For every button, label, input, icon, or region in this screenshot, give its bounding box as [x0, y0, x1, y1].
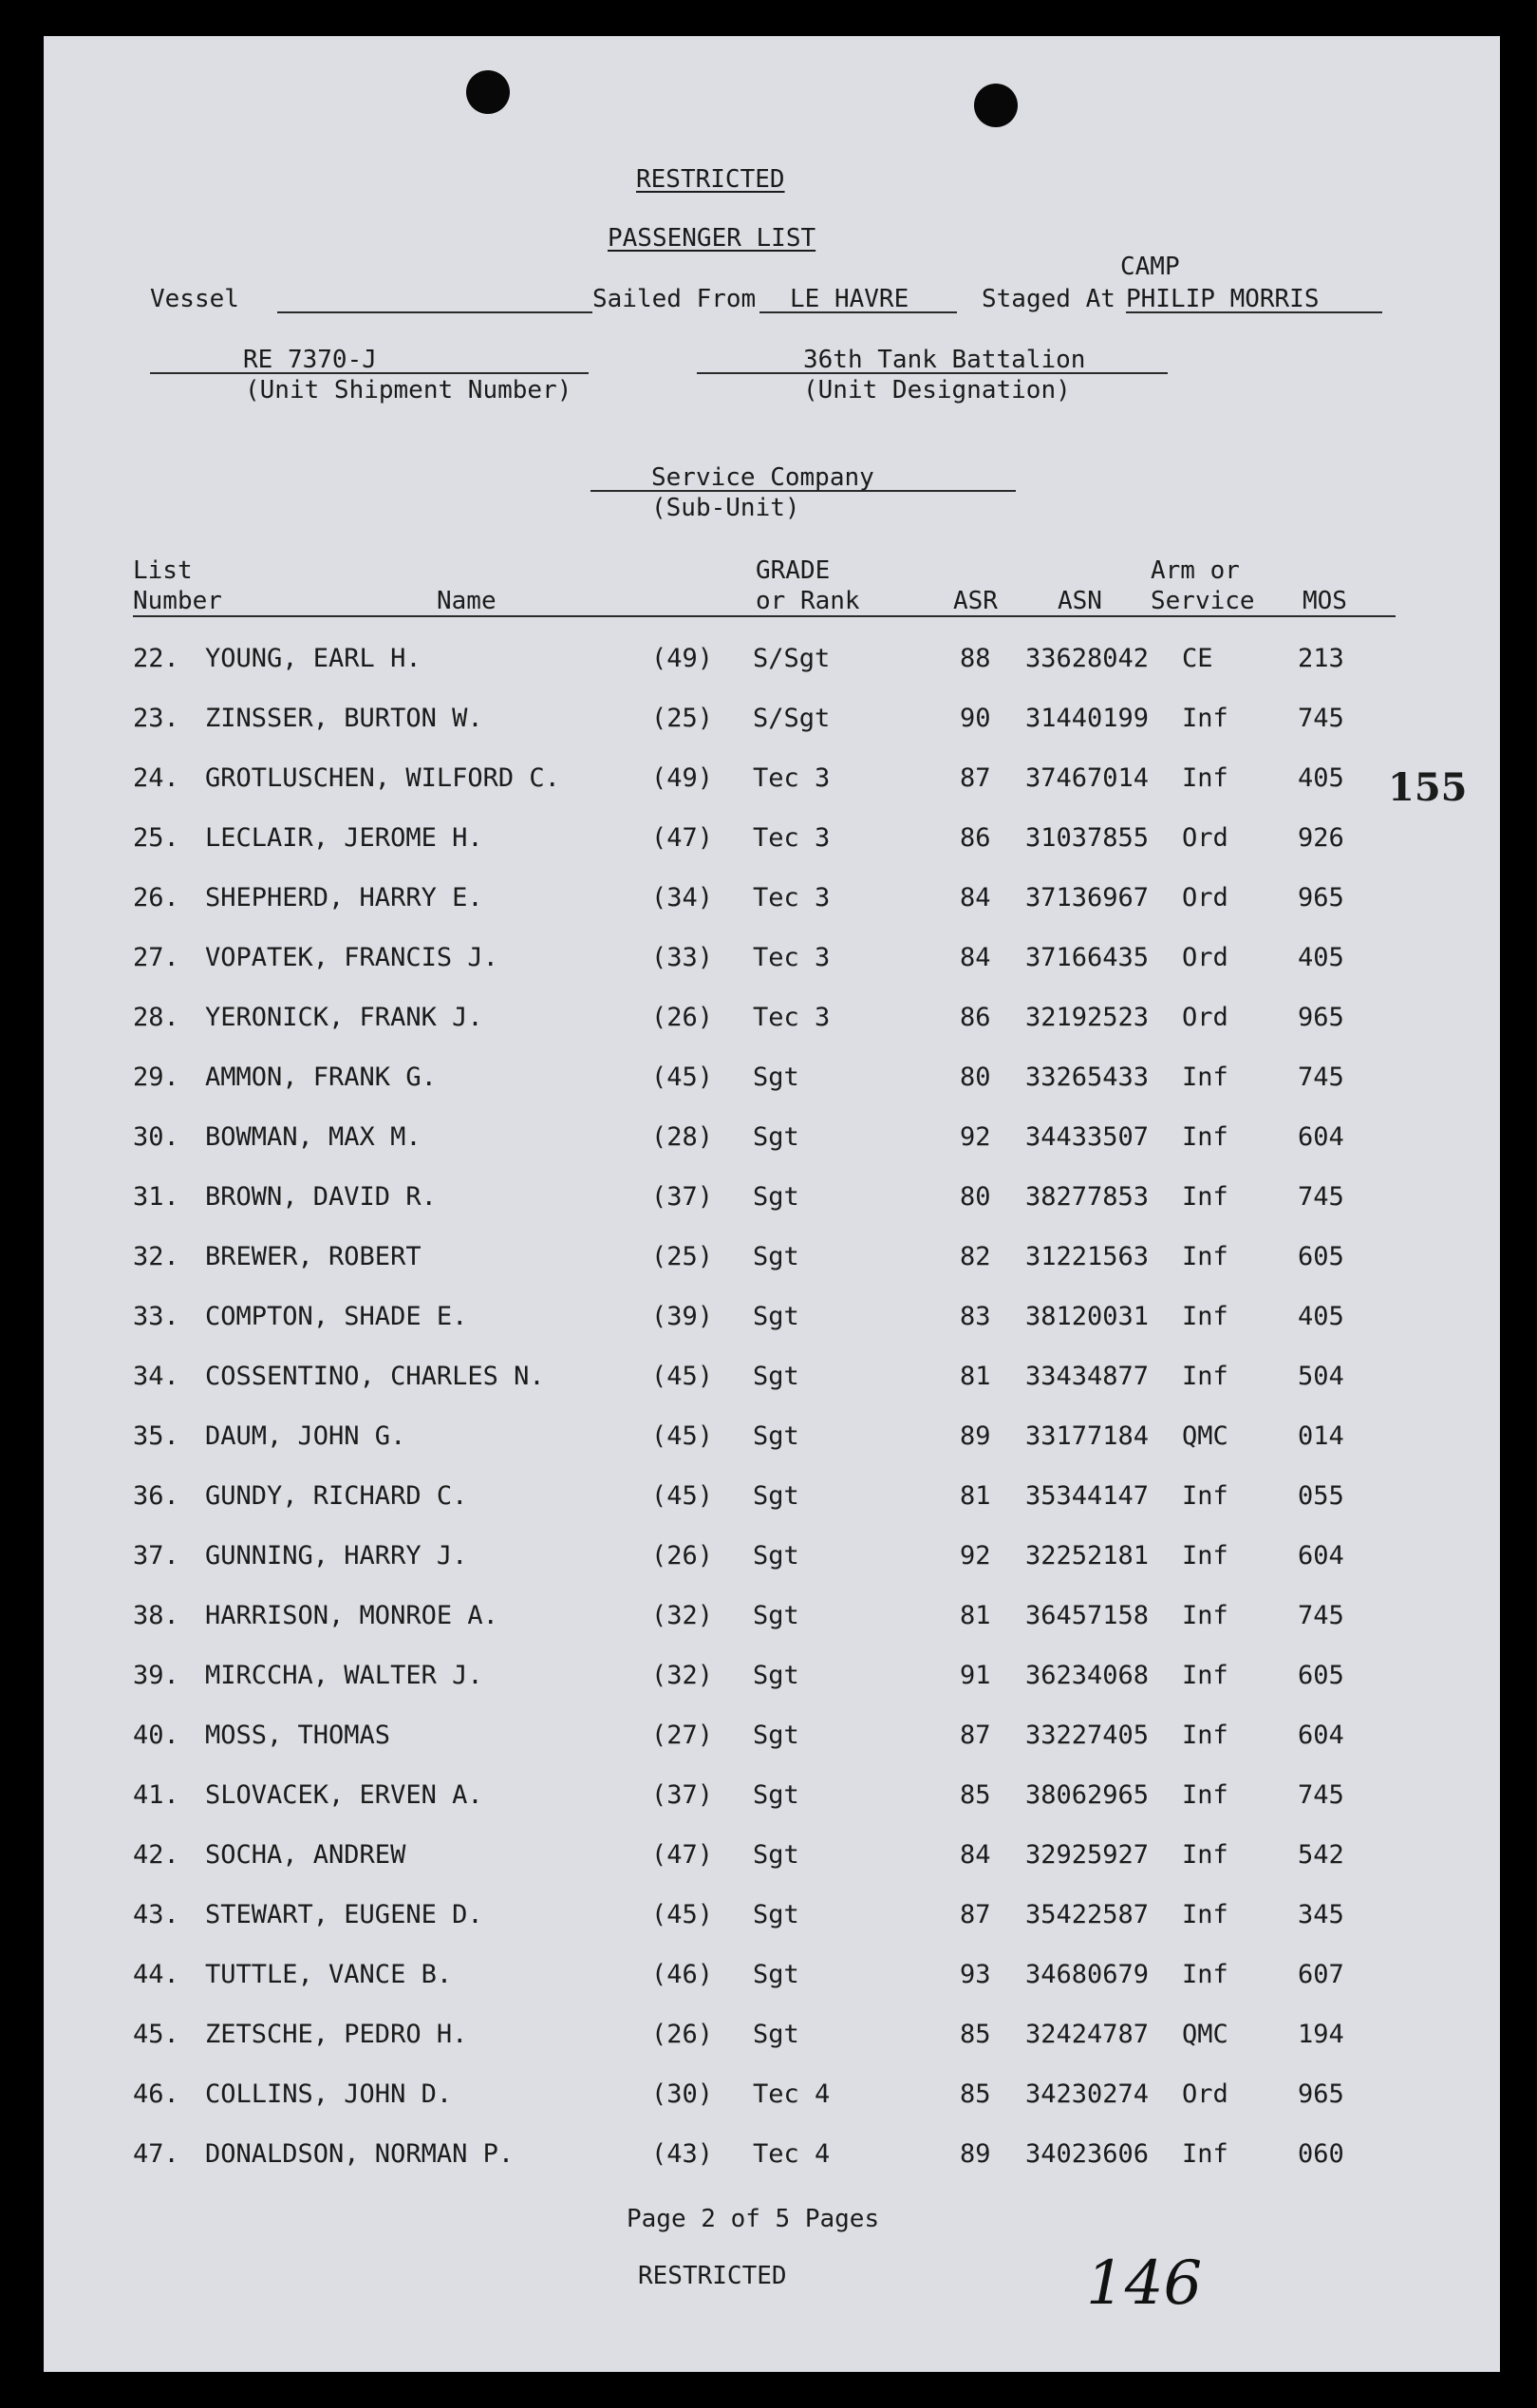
cell-name: ZETSCHE, PEDRO H. [205, 2020, 468, 2049]
subunit-value: Service Company [651, 463, 874, 492]
cell-age: (45) [651, 1421, 714, 1451]
cell-mos: 194 [1298, 2020, 1344, 2049]
cell-asn: 38120031 [1025, 1302, 1150, 1331]
cell-age: (47) [651, 823, 714, 853]
staged-value-top: CAMP [1120, 253, 1180, 281]
cell-num: 45. [133, 2020, 179, 2049]
cell-mos: 604 [1298, 1541, 1344, 1571]
col-list-number-1: List [133, 556, 193, 585]
sailed-value: LE HAVRE [790, 285, 909, 313]
cell-mos: 014 [1298, 1421, 1344, 1451]
cell-name: ZINSSER, BURTON W. [205, 704, 483, 733]
punch-hole-left [466, 70, 510, 114]
cell-mos: 745 [1298, 1063, 1344, 1092]
cell-age: (49) [651, 644, 714, 673]
table-row [44, 879, 1500, 917]
cell-arm: Inf [1182, 1661, 1228, 1690]
cell-arm: Inf [1182, 1242, 1228, 1271]
cell-mos: 745 [1298, 704, 1344, 733]
cell-asn: 34023606 [1025, 2139, 1150, 2169]
table-row [44, 1119, 1500, 1157]
cell-arm: Ord [1182, 943, 1228, 972]
table-row [44, 1777, 1500, 1815]
cell-num: 46. [133, 2079, 179, 2109]
cell-num: 31. [133, 1182, 179, 1212]
cell-mos: 965 [1298, 883, 1344, 912]
cell-num: 36. [133, 1481, 179, 1511]
table-row [44, 1477, 1500, 1515]
cell-name: GUNDY, RICHARD C. [205, 1481, 468, 1511]
table-row [44, 1418, 1500, 1456]
col-arm-2: Service [1151, 587, 1255, 615]
cell-arm: QMC [1182, 2020, 1228, 2049]
cell-arm: Inf [1182, 2139, 1228, 2169]
col-asr: ASR [953, 587, 998, 615]
cell-asn: 32424787 [1025, 2020, 1150, 2049]
cell-num: 40. [133, 1721, 179, 1750]
cell-asr: 84 [960, 943, 991, 972]
header-rule [133, 615, 1396, 617]
staged-value: PHILIP MORRIS [1126, 285, 1320, 313]
cell-asn: 32925927 [1025, 1840, 1150, 1870]
cell-mos: 965 [1298, 1003, 1344, 1032]
cell-num: 28. [133, 1003, 179, 1032]
cell-grade: Sgt [753, 1063, 799, 1092]
cell-arm: Inf [1182, 1960, 1228, 1989]
vessel-label: Vessel [150, 285, 239, 313]
cell-mos: 060 [1298, 2139, 1344, 2169]
subunit-label: (Sub-Unit) [651, 494, 800, 522]
cell-mos: 542 [1298, 1840, 1344, 1870]
document-page [44, 36, 1500, 2372]
cell-num: 26. [133, 883, 179, 912]
cell-age: (28) [651, 1122, 714, 1152]
cell-age: (32) [651, 1601, 714, 1630]
unit-designation-label: (Unit Designation) [803, 376, 1071, 404]
cell-grade: Sgt [753, 1242, 799, 1271]
cell-asn: 33227405 [1025, 1721, 1150, 1750]
cell-name: BOWMAN, MAX M. [205, 1122, 422, 1152]
cell-grade: Tec 3 [753, 943, 831, 972]
cell-age: (49) [651, 763, 714, 793]
cell-grade: Sgt [753, 1421, 799, 1451]
col-list-number-2: Number [133, 587, 222, 615]
cell-asr: 85 [960, 1780, 991, 1810]
cell-arm: Ord [1182, 823, 1228, 853]
handwritten-number: 146 [1086, 2248, 1203, 2319]
side-number: 155 [1388, 765, 1468, 810]
cell-asn: 34230274 [1025, 2079, 1150, 2109]
cell-arm: Inf [1182, 1122, 1228, 1152]
cell-age: (34) [651, 883, 714, 912]
col-grade-2: or Rank [756, 587, 860, 615]
cell-age: (37) [651, 1780, 714, 1810]
cell-asr: 81 [960, 1481, 991, 1511]
cell-asr: 86 [960, 1003, 991, 1032]
cell-grade: Sgt [753, 1182, 799, 1212]
table-row [44, 999, 1500, 1037]
cell-arm: CE [1182, 644, 1213, 673]
cell-mos: 607 [1298, 1960, 1344, 1989]
cell-asr: 89 [960, 1421, 991, 1451]
cell-arm: Inf [1182, 1601, 1228, 1630]
cell-mos: 504 [1298, 1362, 1344, 1391]
cell-arm: Ord [1182, 2079, 1228, 2109]
cell-name: COMPTON, SHADE E. [205, 1302, 468, 1331]
cell-mos: 405 [1298, 763, 1344, 793]
cell-asr: 82 [960, 1242, 991, 1271]
table-row [44, 1238, 1500, 1276]
cell-asr: 87 [960, 763, 991, 793]
cell-asn: 33434877 [1025, 1362, 1150, 1391]
cell-grade: Sgt [753, 1661, 799, 1690]
cell-name: DONALDSON, NORMAN P. [205, 2139, 515, 2169]
cell-num: 27. [133, 943, 179, 972]
cell-name: STEWART, EUGENE D. [205, 1900, 483, 1929]
cell-grade: S/Sgt [753, 704, 831, 733]
restricted-top: RESTRICTED [636, 165, 785, 194]
cell-mos: 965 [1298, 2079, 1344, 2109]
cell-age: (37) [651, 1182, 714, 1212]
cell-grade: Sgt [753, 1362, 799, 1391]
cell-arm: Inf [1182, 704, 1228, 733]
cell-arm: Ord [1182, 1003, 1228, 1032]
table-row [44, 939, 1500, 977]
cell-num: 29. [133, 1063, 179, 1092]
cell-num: 24. [133, 763, 179, 793]
table-row [44, 2076, 1500, 2114]
cell-arm: Inf [1182, 1840, 1228, 1870]
cell-grade: Sgt [753, 1780, 799, 1810]
cell-asr: 85 [960, 2020, 991, 2049]
cell-age: (27) [651, 1721, 714, 1750]
cell-asr: 80 [960, 1182, 991, 1212]
cell-age: (39) [651, 1302, 714, 1331]
col-asn: ASN [1058, 587, 1102, 615]
cell-asn: 33177184 [1025, 1421, 1150, 1451]
cell-num: 43. [133, 1900, 179, 1929]
cell-num: 23. [133, 704, 179, 733]
cell-num: 25. [133, 823, 179, 853]
cell-mos: 405 [1298, 943, 1344, 972]
cell-name: YERONICK, FRANK J. [205, 1003, 483, 1032]
unit-shipment-value: RE 7370-J [243, 346, 377, 374]
cell-name: COSSENTINO, CHARLES N. [205, 1362, 545, 1391]
unit-designation-value: 36th Tank Battalion [803, 346, 1086, 374]
cell-num: 39. [133, 1661, 179, 1690]
cell-name: COLLINS, JOHN D. [205, 2079, 453, 2109]
cell-name: LECLAIR, JEROME H. [205, 823, 483, 853]
cell-asn: 37467014 [1025, 763, 1150, 793]
cell-grade: Sgt [753, 1302, 799, 1331]
cell-asr: 92 [960, 1122, 991, 1152]
cell-grade: Tec 3 [753, 763, 831, 793]
cell-name: SLOVACEK, ERVEN A. [205, 1780, 483, 1810]
cell-arm: Inf [1182, 1362, 1228, 1391]
cell-grade: Tec 3 [753, 823, 831, 853]
cell-arm: Inf [1182, 1302, 1228, 1331]
cell-asn: 38062965 [1025, 1780, 1150, 1810]
cell-arm: Inf [1182, 1182, 1228, 1212]
cell-asn: 38277853 [1025, 1182, 1150, 1212]
cell-grade: Sgt [753, 2020, 799, 2049]
cell-grade: Sgt [753, 1960, 799, 1989]
cell-asn: 31221563 [1025, 1242, 1150, 1271]
cell-num: 37. [133, 1541, 179, 1571]
cell-arm: Inf [1182, 1481, 1228, 1511]
cell-name: HARRISON, MONROE A. [205, 1601, 498, 1630]
cell-grade: Sgt [753, 1481, 799, 1511]
cell-age: (26) [651, 1541, 714, 1571]
col-name: Name [437, 587, 497, 615]
cell-arm: Inf [1182, 1900, 1228, 1929]
cell-mos: 604 [1298, 1122, 1344, 1152]
table-row [44, 1717, 1500, 1755]
table-row [44, 2135, 1500, 2173]
cell-num: 35. [133, 1421, 179, 1451]
cell-asn: 37166435 [1025, 943, 1150, 972]
cell-grade: Sgt [753, 1840, 799, 1870]
cell-name: SHEPHERD, HARRY E. [205, 883, 483, 912]
cell-arm: Inf [1182, 1063, 1228, 1092]
table-row [44, 1956, 1500, 1994]
cell-mos: 405 [1298, 1302, 1344, 1331]
cell-mos: 604 [1298, 1721, 1344, 1750]
sailed-label: Sailed From [592, 285, 757, 313]
table-row [44, 640, 1500, 678]
vessel-line [277, 311, 592, 313]
cell-arm: Inf [1182, 1780, 1228, 1810]
unit-shipment-label: (Unit Shipment Number) [245, 376, 572, 404]
cell-age: (45) [651, 1481, 714, 1511]
cell-asr: 81 [960, 1362, 991, 1391]
cell-mos: 745 [1298, 1601, 1344, 1630]
cell-age: (26) [651, 1003, 714, 1032]
cell-asn: 35344147 [1025, 1481, 1150, 1511]
cell-asr: 81 [960, 1601, 991, 1630]
cell-name: DAUM, JOHN G. [205, 1421, 406, 1451]
cell-asn: 32192523 [1025, 1003, 1150, 1032]
cell-asr: 85 [960, 2079, 991, 2109]
cell-asn: 37136967 [1025, 883, 1150, 912]
cell-asr: 90 [960, 704, 991, 733]
table-row [44, 1358, 1500, 1396]
cell-asn: 34680679 [1025, 1960, 1150, 1989]
cell-name: GUNNING, HARRY J. [205, 1541, 468, 1571]
table-row [44, 700, 1500, 738]
table-row [44, 1537, 1500, 1575]
cell-asr: 83 [960, 1302, 991, 1331]
cell-asr: 84 [960, 883, 991, 912]
table-row [44, 1657, 1500, 1695]
staged-label: Staged At [982, 285, 1115, 313]
cell-age: (26) [651, 2020, 714, 2049]
cell-asr: 88 [960, 644, 991, 673]
cell-asn: 34433507 [1025, 1122, 1150, 1152]
table-row [44, 1836, 1500, 1874]
punch-hole-right [974, 84, 1018, 127]
cell-asr: 93 [960, 1960, 991, 1989]
cell-mos: 926 [1298, 823, 1344, 853]
cell-asn: 31440199 [1025, 704, 1150, 733]
cell-age: (46) [651, 1960, 714, 1989]
cell-asr: 86 [960, 823, 991, 853]
cell-num: 38. [133, 1601, 179, 1630]
cell-mos: 605 [1298, 1242, 1344, 1271]
cell-age: (43) [651, 2139, 714, 2169]
col-mos: MOS [1303, 587, 1347, 615]
cell-name: BREWER, ROBERT [205, 1242, 422, 1271]
table-row [44, 1896, 1500, 1934]
list-title: PASSENGER LIST [608, 224, 816, 253]
cell-mos: 345 [1298, 1900, 1344, 1929]
table-row [44, 2016, 1500, 2054]
cell-grade: Sgt [753, 1541, 799, 1571]
cell-asn: 32252181 [1025, 1541, 1150, 1571]
cell-mos: 745 [1298, 1780, 1344, 1810]
cell-num: 42. [133, 1840, 179, 1870]
cell-name: GROTLUSCHEN, WILFORD C. [205, 763, 560, 793]
cell-grade: Sgt [753, 1721, 799, 1750]
cell-grade: Tec 4 [753, 2079, 831, 2109]
cell-grade: Tec 4 [753, 2139, 831, 2169]
table-row [44, 1298, 1500, 1336]
restricted-bottom: RESTRICTED [638, 2262, 787, 2290]
cell-num: 33. [133, 1302, 179, 1331]
cell-num: 34. [133, 1362, 179, 1391]
cell-name: YOUNG, EARL H. [205, 644, 422, 673]
cell-num: 41. [133, 1780, 179, 1810]
cell-asr: 89 [960, 2139, 991, 2169]
cell-arm: Inf [1182, 763, 1228, 793]
cell-num: 22. [133, 644, 179, 673]
cell-arm: Inf [1182, 1541, 1228, 1571]
cell-asn: 33628042 [1025, 644, 1150, 673]
cell-grade: Sgt [753, 1122, 799, 1152]
cell-asn: 36457158 [1025, 1601, 1150, 1630]
cell-age: (47) [651, 1840, 714, 1870]
cell-age: (25) [651, 704, 714, 733]
cell-name: VOPATEK, FRANCIS J. [205, 943, 498, 972]
cell-grade: S/Sgt [753, 644, 831, 673]
cell-num: 44. [133, 1960, 179, 1989]
cell-asn: 33265433 [1025, 1063, 1150, 1092]
cell-grade: Sgt [753, 1900, 799, 1929]
cell-grade: Tec 3 [753, 1003, 831, 1032]
cell-age: (45) [651, 1900, 714, 1929]
cell-name: AMMON, FRANK G. [205, 1063, 437, 1092]
cell-name: SOCHA, ANDREW [205, 1840, 406, 1870]
cell-asr: 84 [960, 1840, 991, 1870]
cell-arm: QMC [1182, 1421, 1228, 1451]
cell-arm: Inf [1182, 1721, 1228, 1750]
table-row [44, 1597, 1500, 1635]
cell-age: (45) [651, 1063, 714, 1092]
cell-grade: Sgt [753, 1601, 799, 1630]
cell-asn: 36234068 [1025, 1661, 1150, 1690]
cell-name: MOSS, THOMAS [205, 1721, 391, 1750]
cell-asr: 87 [960, 1900, 991, 1929]
col-arm-1: Arm or [1151, 556, 1240, 585]
cell-name: BROWN, DAVID R. [205, 1182, 437, 1212]
cell-asr: 87 [960, 1721, 991, 1750]
cell-age: (32) [651, 1661, 714, 1690]
col-grade-1: GRADE [756, 556, 831, 585]
page-text: Page 2 of 5 Pages [627, 2205, 880, 2233]
cell-age: (25) [651, 1242, 714, 1271]
cell-grade: Tec 3 [753, 883, 831, 912]
cell-arm: Ord [1182, 883, 1228, 912]
cell-asr: 92 [960, 1541, 991, 1571]
table-row [44, 819, 1500, 857]
cell-mos: 213 [1298, 644, 1344, 673]
cell-name: MIRCCHA, WALTER J. [205, 1661, 483, 1690]
cell-asr: 80 [960, 1063, 991, 1092]
cell-num: 47. [133, 2139, 179, 2169]
cell-mos: 745 [1298, 1182, 1344, 1212]
cell-mos: 605 [1298, 1661, 1344, 1690]
table-row [44, 1178, 1500, 1216]
cell-asn: 31037855 [1025, 823, 1150, 853]
table-row [44, 1059, 1500, 1097]
cell-asn: 35422587 [1025, 1900, 1150, 1929]
cell-age: (45) [651, 1362, 714, 1391]
cell-num: 32. [133, 1242, 179, 1271]
table-row [44, 760, 1500, 798]
cell-age: (30) [651, 2079, 714, 2109]
cell-mos: 055 [1298, 1481, 1344, 1511]
cell-num: 30. [133, 1122, 179, 1152]
cell-asr: 91 [960, 1661, 991, 1690]
cell-name: TUTTLE, VANCE B. [205, 1960, 453, 1989]
cell-age: (33) [651, 943, 714, 972]
